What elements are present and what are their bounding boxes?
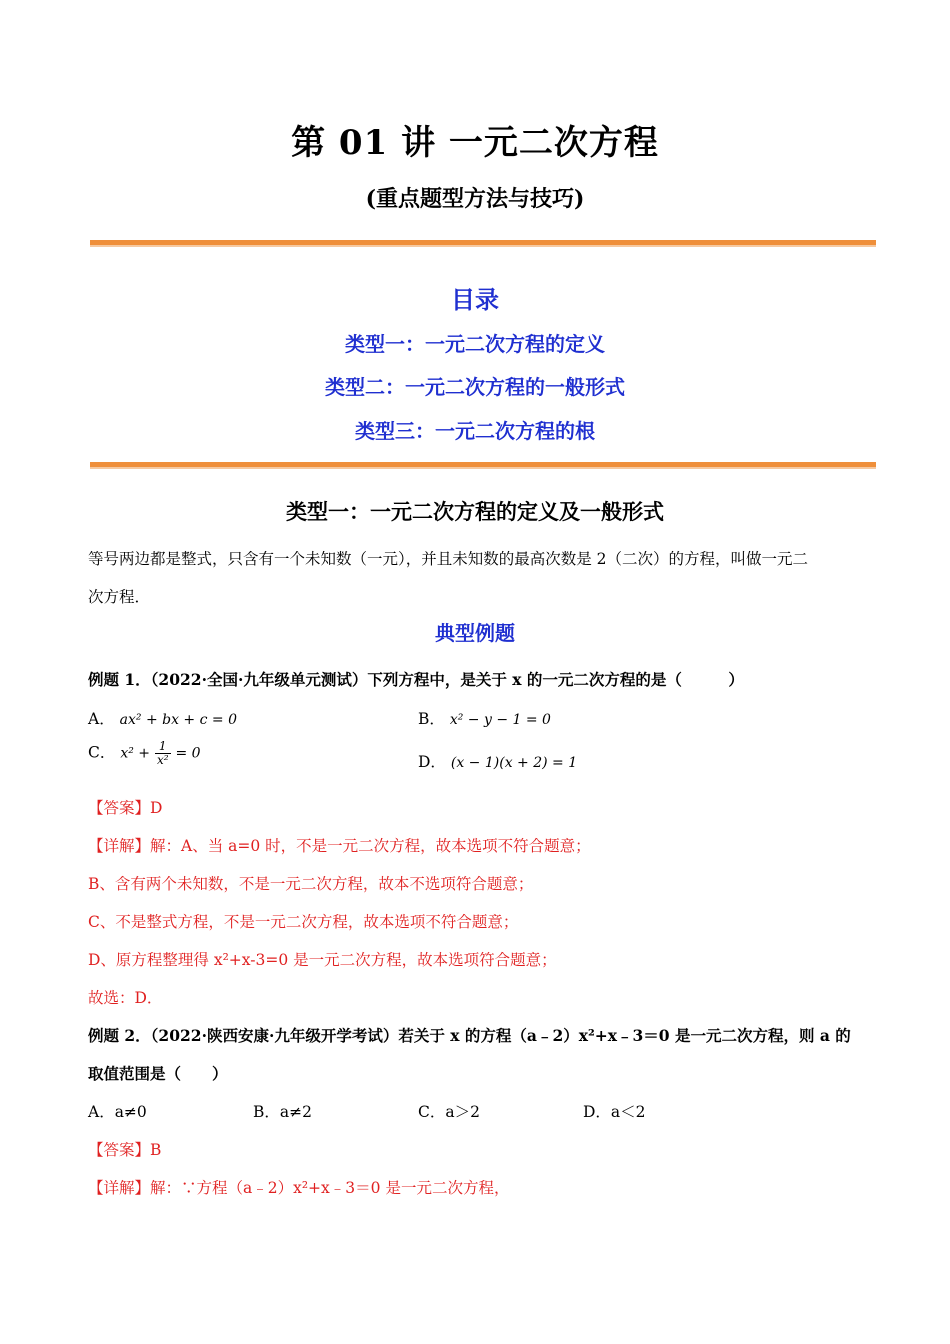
page-title: 第 01 讲 一元二次方程	[291, 123, 659, 163]
definition-text	[88, 540, 868, 616]
example2-detail-1: 【详解】解：∵方程（a﹣2）x²+x﹣3＝0 是一元二次方程，	[88, 1179, 510, 1197]
divider-top	[90, 240, 876, 245]
toc-item-2[interactable]: 类型二：一元二次方程的一般形式	[325, 375, 625, 399]
option-a-label: A．	[88, 710, 115, 728]
page-subtitle: (重点题型方法与技巧)	[365, 186, 585, 212]
toc-item-1[interactable]: 类型一：一元二次方程的定义	[345, 332, 605, 356]
divider-toc	[90, 462, 876, 467]
example2-option-c: C．a＞2	[418, 1103, 480, 1121]
example2-answer: 【答案】B	[88, 1141, 162, 1159]
example1-detail-2: B、含有两个未知数，不是一元二次方程，故本不选项符合题意；	[88, 875, 534, 893]
example1-option-c	[88, 740, 201, 767]
option-c-fraction	[155, 740, 171, 767]
example1-option-d	[418, 750, 577, 772]
example1-detail-1: 【详解】解：A、当 a=0 时，不是一元二次方程，故本选项不符合题意；	[88, 837, 591, 855]
example2-option-d: D．a＜2	[583, 1103, 646, 1121]
example2-option-b: B．a≠2	[253, 1103, 312, 1121]
definition-line-2: 次方程．	[88, 588, 151, 606]
example1-option-a	[88, 707, 237, 729]
option-b-label: B．	[418, 710, 445, 728]
examples-heading: 典型例题	[435, 621, 515, 645]
fraction-numerator: 1	[155, 740, 171, 754]
example2-question-line-2: 取值范围是（ ）	[88, 1064, 228, 1083]
option-c-expr-left: x² +	[120, 745, 151, 762]
definition-line-1: 等号两边都是整式，只含有一个未知数（一元），并且未知数的最高次数是 2（二次）的方程，叫做一元二	[88, 550, 809, 568]
option-a-expr: ax² + bx + c = 0	[119, 712, 237, 728]
toc-heading: 目录	[451, 285, 499, 314]
toc-item-3[interactable]: 类型三：一元二次方程的根	[355, 419, 595, 443]
example1-option-b	[418, 707, 551, 729]
fraction-denominator: x²	[156, 753, 169, 767]
example2-question-line-1: 例题 2．（2022·陕西安康·九年级开学考试）若关于 x 的方程（a﹣2）x²+x﹣3＝0 是一元二次方程，则 a 的	[88, 1026, 851, 1045]
option-c-expr-right: = 0	[175, 745, 201, 762]
section-heading: 类型一：一元二次方程的定义及一般形式	[286, 499, 664, 524]
example2-option-a: A．a≠0	[88, 1103, 147, 1121]
example1-detail-4: D、原方程整理得 x²+x-3=0 是一元二次方程，故本选项符合题意；	[88, 951, 557, 969]
example1-answer: 【答案】D	[88, 799, 163, 817]
example1-detail-3: C、不是整式方程，不是一元二次方程，故本选项不符合题意；	[88, 913, 519, 931]
example1-question: 例题 1．（2022·全国·九年级单元测试）下列方程中，是关于 x 的一元二次方程的是（ ）	[88, 670, 744, 689]
example1-conclusion: 故选：D．	[88, 989, 163, 1007]
option-c-label: C．	[88, 743, 116, 762]
option-d-expr: (x − 1)(x + 2) = 1	[450, 755, 578, 771]
option-d-label: D．	[418, 753, 446, 771]
option-b-expr: x² − y − 1 = 0	[449, 712, 551, 728]
